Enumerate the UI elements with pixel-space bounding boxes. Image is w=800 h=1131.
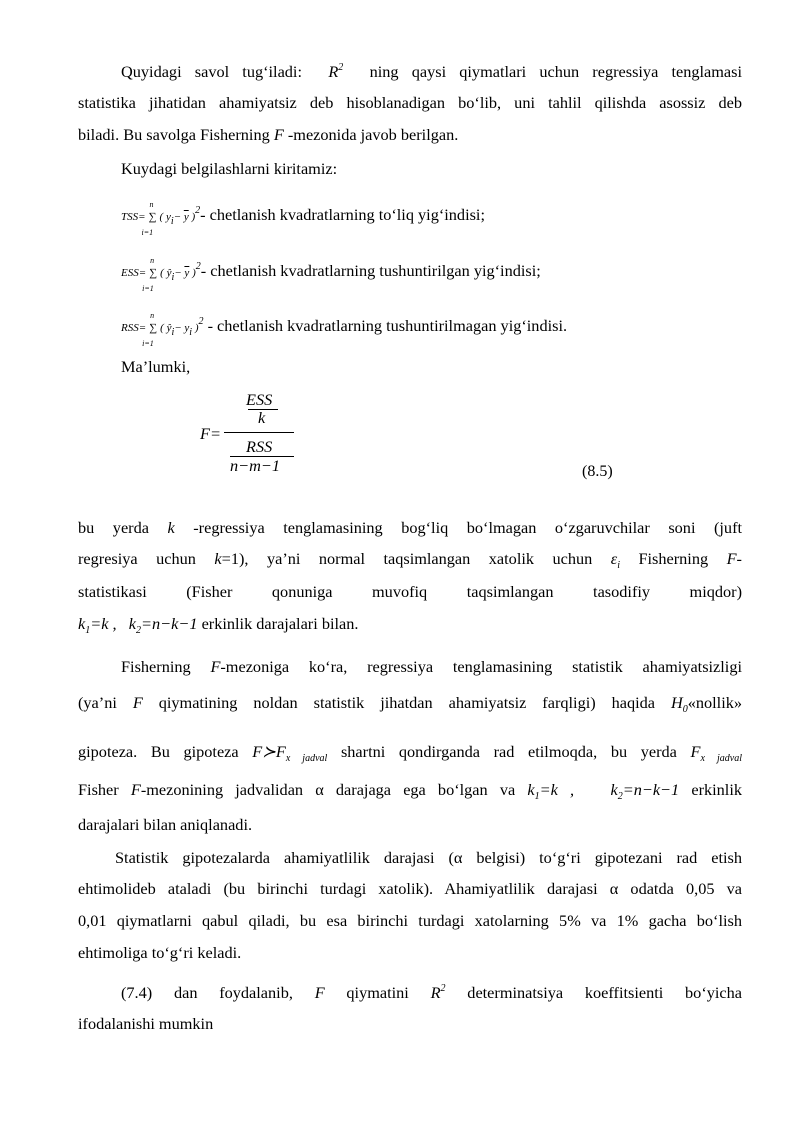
- ess-definition: [121, 256, 742, 293]
- equation-number: (8.5): [582, 463, 613, 480]
- ess-text: - chetlanish kvadratlarning tushuntirilgan yig‘indisi;: [200, 261, 541, 280]
- p2-text-d: =1), ya’ni normal taqsimlangan xatolik uchun: [221, 549, 593, 568]
- p5-text-c: determinatsiya koeffitsienti bo‘yicha: [467, 983, 742, 1002]
- rss-formula: RSS= n ∑ i=1 ( ŷi− yi )2: [121, 311, 204, 348]
- p4-line4: ehtimoliga to‘g‘ri keladi.: [78, 943, 242, 962]
- p3-text-j: erkinlik: [691, 780, 742, 799]
- p2-text-b: -regressiya tenglamasining bog‘liq bo‘lmagan o‘zgaruvchilar soni (juft: [193, 518, 743, 537]
- h0-symbol: $H_0$: [670, 693, 688, 715]
- ess-formula: ESS= n ∑ i=1 ( ŷi− $\overline{y}$ )2: [121, 256, 201, 293]
- p3-line5: darajalari bilan aniqlanadi.: [78, 815, 253, 834]
- p3-text-i: -mezonining jadvalidan α darajaga ega bo‘lgan va: [140, 780, 516, 799]
- main-fraction-bar: [224, 432, 294, 433]
- rss-text: - chetlanish kvadratlarning tushuntirilmagan yig‘indisi.: [203, 316, 568, 335]
- p1-line3: [78, 125, 742, 145]
- p3-text-c: (ya’ni: [78, 693, 117, 712]
- malumki-line: Ma’lumki,: [121, 357, 191, 376]
- f-symbol: F: [132, 693, 143, 712]
- f-table-symbol: $F_{x jadval}$: [690, 742, 742, 764]
- r-squared-symbol: $R^2$: [315, 62, 344, 81]
- p2-line1: [78, 518, 742, 538]
- p4-line2: ehtimolideb ataladi (bu birinchi turdagi xatolik). Ahamiyatlilik darajasi α odatda 0,05 va: [78, 879, 742, 898]
- p2-text-c: regresiya uchun: [78, 549, 196, 568]
- p5-line1: [121, 983, 742, 1006]
- k-symbol: k: [167, 518, 175, 537]
- sum-symbol: n ∑ i=1: [141, 200, 157, 237]
- p3-text-f: gipoteza. Bu gipoteza: [78, 742, 239, 761]
- f-symbol: F: [314, 983, 325, 1002]
- p2-line4: [78, 614, 742, 637]
- epsilon-symbol: $\varepsilon_i$: [610, 549, 620, 571]
- p2-text-a: bu yerda: [78, 518, 149, 537]
- p1-text-c: biladi. Bu savolga Fisherning: [78, 125, 270, 144]
- p4-line1: Statistik gipotezalarda ahamiyatlilik darajasi (α belgisi) to‘g‘ri gipotezani rad etish: [115, 848, 742, 867]
- f-greater-ftable: $F≻F_{x jadval}$: [252, 742, 328, 764]
- k1-k2-formula: $k_1=k$ , $k_2=n-k-1$: [527, 780, 680, 802]
- p3-text-e: «nollik»: [687, 693, 742, 712]
- k-symbol: k: [214, 549, 222, 568]
- tss-text: - chetlanish kvadratlarning to‘liq yig‘indisi;: [200, 205, 485, 224]
- p3-line4: [78, 780, 742, 803]
- f-symbol: F: [273, 125, 284, 144]
- p3-line3: [78, 742, 742, 765]
- p3-text-h: Fisher: [78, 780, 119, 799]
- tss-formula: TSS= n ∑ i=1 ( $yi- \overline{y}$ )2: [121, 200, 201, 237]
- p2-text-e: Fisherning: [638, 549, 709, 568]
- p1-text-b: ning qaysi qiymatlari uchun regressiya tenglamasi: [369, 62, 742, 81]
- p2-text-f: -: [736, 549, 742, 568]
- p3-text-a: Fisherning: [121, 657, 191, 676]
- f-lhs: F=: [200, 424, 221, 443]
- p3-line2: [78, 693, 742, 716]
- p5-text-a: (7.4) dan foydalanib,: [121, 983, 293, 1002]
- p3-line1: [121, 657, 742, 677]
- p4-line3: 0,01 qiymatlarni qabul qiladi, bu esa birinchi turdagi xatolarning 5% va 1% gacha bo‘lish: [78, 911, 742, 930]
- f-symbol: F: [130, 780, 141, 799]
- rss-definition: [121, 311, 742, 348]
- p2-line2: [78, 549, 742, 572]
- k-denominator: k: [258, 408, 266, 427]
- p2-text-g: erkinlik darajalari bilan.: [201, 614, 359, 633]
- sum-symbol: n ∑ i=1: [142, 311, 158, 348]
- dof-denominator: n−m−1: [230, 456, 281, 475]
- f-formula: [200, 390, 320, 480]
- p3-text-b: -mezoniga ko‘ra, regressiya tenglamasining statistik ahamiyatsizligi: [220, 657, 742, 676]
- sum-symbol: n ∑ i=1: [142, 256, 158, 293]
- tss-definition: [121, 200, 742, 237]
- p1-text-a: Quyidagi savol tug‘iladi:: [121, 62, 302, 81]
- r-squared-symbol: $R^2$: [430, 983, 446, 1002]
- f-symbol: F: [726, 549, 737, 568]
- p1-text-d: -mezonida javob berilgan.: [287, 125, 459, 144]
- p5-line2: ifodalanishi mumkin: [78, 1014, 214, 1033]
- p1-line1: [121, 62, 742, 85]
- intro-line: Kuydagi belgilashlarni kiritamiz:: [121, 159, 338, 178]
- p3-text-g: shartni qondirganda rad etilmoqda, bu yerda: [340, 742, 677, 761]
- k1-k2-formula: $k_1=k$ , $k_2=n-k-1$: [78, 614, 198, 636]
- p3-text-d: qiymatining noldan statistik jihatdan ahamiyatsiz farqligi) haqida: [158, 693, 655, 712]
- f-symbol: F: [210, 657, 221, 676]
- p2-line3: statistikasi (Fisher qonuniga muvofiq taqsimlangan tasodifiy miqdor): [78, 582, 742, 601]
- p5-text-b: qiymatini: [346, 983, 409, 1002]
- rss-numerator: RSS: [246, 437, 273, 456]
- ess-numerator: ESS: [246, 390, 273, 409]
- p1-line2: statistika jihatidan ahamiyatsiz deb hisoblanadigan bo‘lib, uni tahlil qilishda asossiz deb: [78, 93, 742, 112]
